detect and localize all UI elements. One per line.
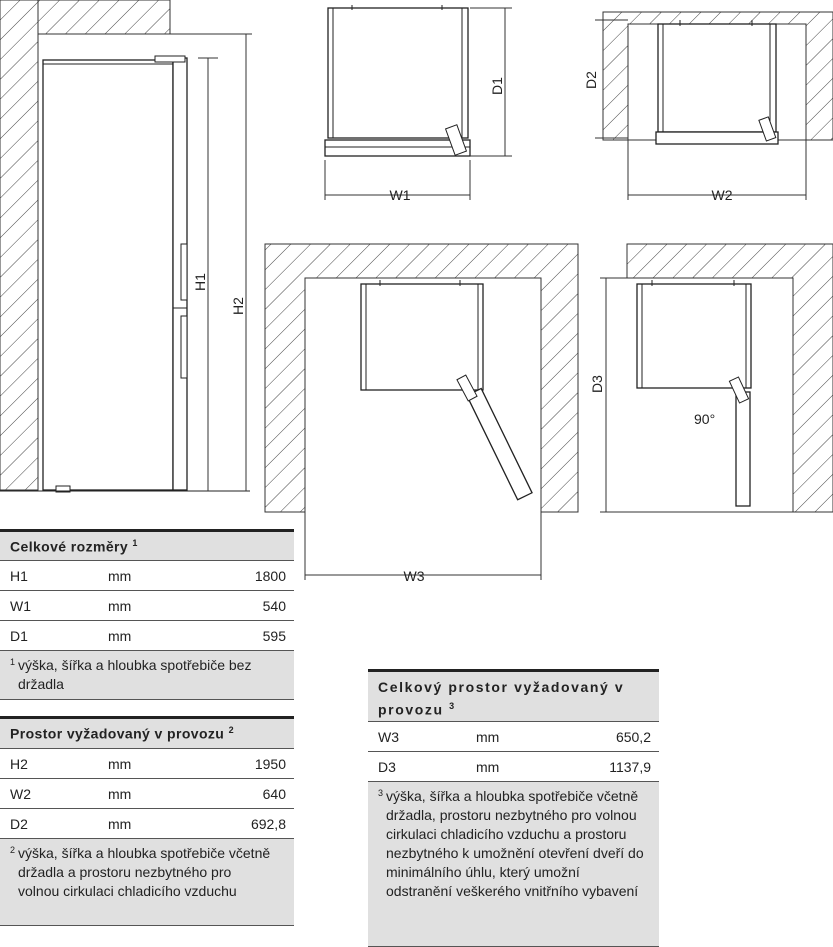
row-name: D2 [10, 815, 28, 832]
open-door-w3 [467, 388, 532, 499]
row-name: W2 [10, 785, 31, 802]
table-header [0, 716, 294, 748]
lower-handle [181, 316, 187, 378]
row-value: 595 [262, 627, 286, 644]
d3-label: D3 [589, 375, 605, 393]
table-footnote [0, 838, 294, 926]
row-name: W1 [10, 597, 31, 614]
table-row [0, 620, 294, 650]
table-row [368, 751, 659, 781]
row-unit: mm [476, 728, 500, 745]
table-footnote [368, 781, 659, 947]
footnote-mark: 2 [228, 725, 234, 735]
table-header [368, 669, 659, 721]
footnote-mark: 1 [132, 538, 138, 548]
row-value: 692,8 [250, 815, 286, 832]
table-footnote [0, 650, 294, 700]
w2-label: W2 [711, 187, 733, 203]
table-row [0, 748, 294, 778]
top-view-d3 [589, 244, 833, 512]
table-title: Celkový prostor vyžadovaný v provozu [378, 679, 625, 718]
footnote-text: výška, šířka a hloubka spotřebiče bez držadla [18, 657, 252, 692]
total-space-table [368, 669, 659, 947]
row-unit: mm [108, 785, 132, 802]
row-name: H2 [10, 755, 28, 772]
row-value: 540 [262, 597, 286, 614]
h2-label: H2 [230, 297, 246, 315]
row-value: 650,2 [615, 728, 651, 745]
side-wall [0, 0, 38, 490]
table-title: Celkové rozměry [10, 538, 129, 555]
footnote-text: výška, šířka a hloubka spotřebiče včetně držadla, prostoru nezbytného pro volnou cirkulaci chladicího vzduchu a prostoru nezbytného k umožnění otevření dveří do minimálního úhlu, který umožní odstranění veškerého vnitřního vybavení [386, 788, 644, 899]
row-unit: mm [108, 627, 132, 644]
table-title: Prostor vyžadovaný v provozu [10, 725, 225, 742]
w1-label: W1 [389, 187, 411, 203]
side-view [0, 0, 252, 492]
top-view-w2-d2 [583, 12, 833, 203]
table-row [0, 778, 294, 808]
footnote-mark: 3 [449, 701, 456, 711]
upper-handle [181, 244, 187, 300]
table-header [0, 529, 294, 560]
d2-label: D2 [583, 71, 599, 89]
row-name: H1 [10, 567, 28, 584]
footnote-text: výška, šířka a hloubka spotřebiče včetně držadla a prostoru nezbytného pro volnou cirkulaci chladicího vzduchu [18, 845, 271, 899]
footnote-mark: 2 [10, 845, 16, 855]
row-unit: mm [108, 567, 132, 584]
row-name: D3 [378, 758, 396, 775]
footnote-mark: 3 [378, 788, 384, 798]
row-value: 1800 [254, 567, 286, 584]
top-view-w3 [265, 244, 578, 584]
row-name: D1 [10, 627, 28, 644]
table-row [368, 721, 659, 751]
table-row [0, 808, 294, 838]
table-row [0, 560, 294, 590]
row-value: 640 [262, 785, 286, 802]
side-wall-top [38, 0, 170, 34]
row-name: W3 [378, 728, 399, 745]
d1-label: D1 [489, 77, 505, 95]
row-unit: mm [476, 758, 500, 775]
fridge-body-side [43, 60, 173, 490]
footnote-mark: 1 [10, 657, 16, 667]
angle-label: 90° [694, 411, 716, 427]
row-value: 1950 [254, 755, 286, 772]
overall-dimensions-table [0, 529, 294, 700]
row-unit: mm [108, 755, 132, 772]
row-value: 1137,9 [609, 758, 651, 775]
table-row [0, 590, 294, 620]
w3-label: W3 [403, 568, 425, 584]
door-hinge [155, 56, 185, 62]
operation-space-table [0, 716, 294, 926]
row-unit: mm [108, 597, 132, 614]
top-view-w1-d1 [325, 5, 512, 203]
h1-label: H1 [192, 273, 208, 291]
open-door-d3 [736, 392, 750, 506]
row-unit: mm [108, 815, 132, 832]
